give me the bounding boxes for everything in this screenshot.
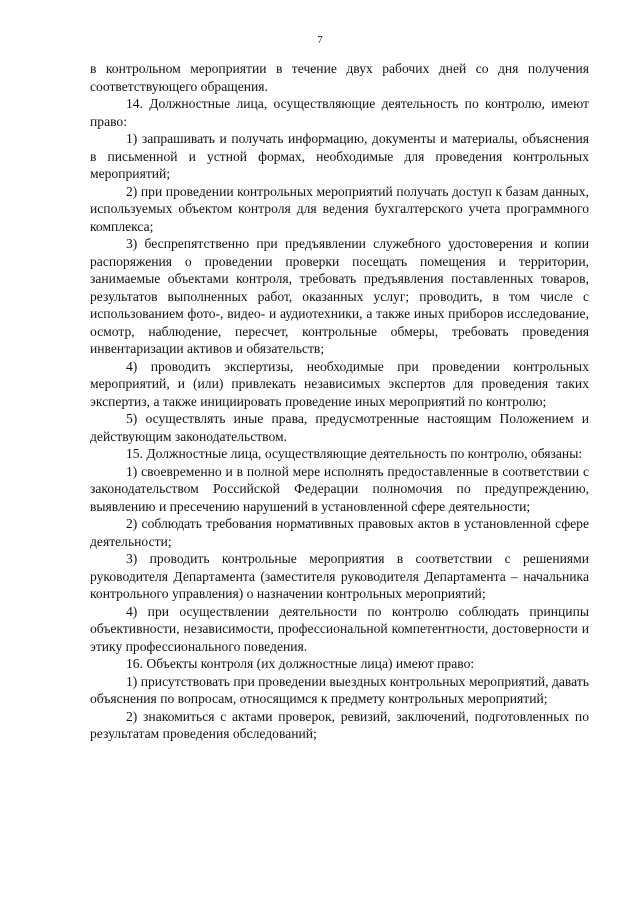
paragraph-15-item-3: 3) проводить контрольные мероприятия в соответствии с решениями руководителя Департамента (заместителя руководителя Департамента – начальника контрольного управления) о назначении контрольных мероприятий;	[90, 551, 589, 601]
paragraph-14-item-5: 5) осуществлять иные права, предусмотренные настоящим Положением и действующим законодательством.	[90, 411, 589, 444]
paragraph-16-item-1: 1) присутствовать при проведении выездных контрольных мероприятий, давать объяснения по вопросам, относящимся к предмету контрольных мероприятий;	[90, 673, 589, 706]
paragraph-15-heading: 15. Должностные лица, осуществляющие деятельность по контролю, обязаны:	[126, 446, 583, 461]
paragraph-16-heading: 16. Объекты контроля (их должностные лица) имеют право:	[126, 656, 475, 671]
page-number: 7	[317, 34, 323, 46]
paragraph-14-item-3: 3) беспрепятственно при предъявлении служебного удостоверения и копии распоряжения о проведении проверки посещать помещения и территории, занимаемые объектами контроля, требовать предъявления поставленных товаров, результатов выполненных работ, оказанных услуг; проводить, в том числе с использованием фото-, видео- и аудиотехники, а также иных приборов исследование, осмотр, наблюдение, пересчет, контрольные обмеры, требовать проведения инвентаризации активов и обязательств;	[90, 236, 589, 356]
paragraph-15-item-1: 1) своевременно и в полной мере исполнять предоставленные в соответствии с законодательством Российской Федерации полномочия по предупреждению, выявлению и пресечению нарушений в установленной сфере деятельности;	[90, 463, 589, 514]
paragraph-15-item-2: 2) соблюдать требования нормативных правовых актов в установленной сфере деятельности;	[90, 516, 589, 549]
paragraph-continuation: в контрольном мероприятии в течение двух рабочих дней со дня получения соответствующего обращения.	[90, 61, 589, 94]
paragraph-16-item-2: 2) знакомиться с актами проверок, ревизий, заключений, подготовленных по результатам проведения обследований;	[90, 708, 589, 741]
paragraph-14-heading: 14. Должностные лица, осуществляющие деятельность по контролю, имеют право:	[90, 96, 589, 129]
paragraph-15-item-4: 4) при осуществлении деятельности по контролю соблюдать принципы объективности, независимости, профессиональной компетентности, достоверности и этику профессионального поведения.	[90, 603, 589, 654]
document-body	[90, 60, 589, 743]
paragraph-14-item-1: 1) запрашивать и получать информацию, документы и материалы, объяснения в письменной и устной формах, необходимые для проведения контрольных мероприятий;	[90, 131, 589, 181]
paragraph-14-item-4: 4) проводить экспертизы, необходимые при проведении контрольных мероприятий, и (или) привлекать независимых экспертов для проведения таких экспертиз, а также инициировать проведение иных мероприятий по контролю;	[90, 358, 589, 409]
paragraph-14-item-2: 2) при проведении контрольных мероприятий получать доступ к базам данных, используемых объектом контроля для ведения бухгалтерского учета программного комплекса;	[90, 183, 589, 234]
